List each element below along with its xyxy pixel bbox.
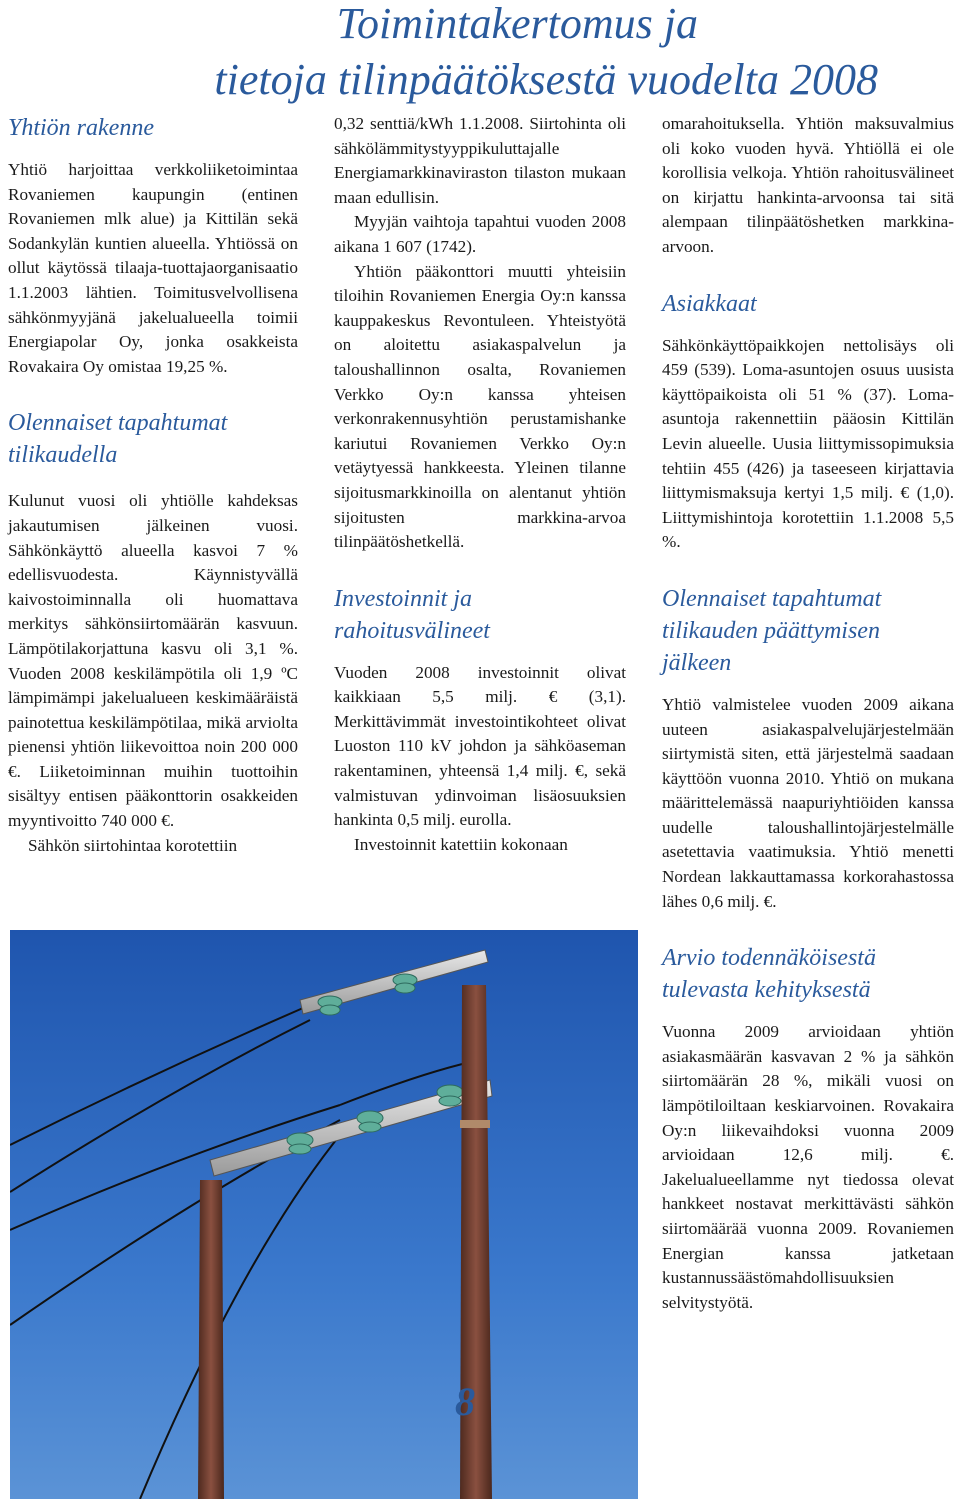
paragraph-paattymisen-jalkeen: Yhtiö valmistelee vuoden 2009 aikana uuteen asiakaspalvelujärjestelmään siirtymistä siten, että järjestelmä saadaan käyttöön vuonna 2010. Yhtiö on mukana määrittelemässä naapuriyhtiöiden kanssa uudelle taloushallintojärjestelmälle asetettavia vaatimuksia. Yhtiö menetti Nordean lakkauttamassa korkorahastossa lähes 0,6 milj. €. <box>662 694 954 911</box>
paragraph-rakenne: Yhtiö harjoittaa verkkoliiketoimintaa Rovaniemen kaupungin (entinen Rovaniemen mlk alue) ja Kittilän sekä Sodankylän kuntien alueella. Yhtiössä on ollut käytössä tilaaja-tuottajaorganisaatio 1.1.2003 lähtien. Toimitusvelvollisena sähkönmyyjänä jakelualueella toimii Energiapolar Oy, jonka osakkeista Rovakaira Oy omistaa 19,25 %. <box>8 160 298 376</box>
paragraph-siirtohinta: Sähkön siirtohintaa korotettiin <box>28 835 238 855</box>
page-number: 8 <box>455 1379 475 1424</box>
paragraph-katettiin: Investoinnit katettiin kokonaan <box>354 834 568 854</box>
heading-arvio-tulevasta: Arvio todennäköisestä tulevasta kehityksestä <box>662 945 876 1004</box>
paragraph-paakonttori: Yhtiön pääkonttori muutti yhteisiin tiloihin Rovaniemen Energia Oy:n kanssa kauppakeskus Revontuleen. Yhteistyötä on aloitettu asiakaspalvelun ja taloushallinnon osalta, Rovaniemen Verkko Oy:n kanssa yhteisen verkonrakennusyhtiön perustamishanke kariutui Rovaniemen Verkko Oy:n vetäytyessä hankkeesta. Yleinen tilanne sijoitusmarkkinoilla on alentanut yhtiön sijoitusten markkina-arvoa tilinpäätöshetkellä. <box>334 261 626 552</box>
heading-asiakkaat: Asiakkaat <box>662 290 757 317</box>
pole-band <box>460 1120 490 1128</box>
column-2 <box>334 112 626 857</box>
heading-olennaiset-tapahtumat: Olennaiset tapahtumat tilikaudella <box>8 410 228 469</box>
paragraph-omarahoitus: omarahoituksella. Yhtiön maksuvalmius oli koko vuoden hyvä. Yhtiöllä ei ole korollisia velkoja. Yhtiön rahoitusvälineet on kirjattu hankinta-arvoonsa tai sitä alempaan tilinpäätöshetken markkina-arvoon. <box>662 114 954 256</box>
paragraph-siirtohinta-cont: 0,32 senttiä/kWh 1.1.2008. Siirtohinta oli sähkölämmitystyyppikuluttajalle Energiamarkkinaviraston tilaston mukaan maan edullisin. <box>334 114 626 207</box>
paragraph-asiakkaat: Sähkönkäyttöpaikkojen nettolisäys oli 459 (539). Loma-asuntojen osuus uusista käyttöpaikoista oli 51 % (37). Loma-asuntoja rakennettiin pääosin Kittilän Levin alueelle. Uusia liittymissopimuksia tehtiin 455 (426) ja taseeseen kirjattavia liittymismaksuja kertyi 1,5 milj. € (1,0). Liittymishintoja korotettiin 1.1.2008 5,5 %. <box>662 335 954 552</box>
paragraph-olennaiset: Kulunut vuosi oli yhtiölle kahdeksas jakautumisen jälkeinen vuosi. Sähkönkäyttö alueella kasvoi 7 % edellisvuodesta. Käynnistyvällä kaivostoiminnalla oli huomattava merkitys sähkönsiirtomäärän kasvuun. Lämpötilakorjattuna kasvu oli 3,1 %. Vuoden 2008 keskilämpötila oli 1,9 ºC lämpimämpi jakelualueen keskimääräistä painotettua keskilämpötilaa, mikä arviolta pienensi yhtiön liikevoittoa noin 200 000 €. Liiketoiminnan muihin tuottoihin sisältyy entisen pääkonttorin osakkeiden myyntivoitto 740 000 €. <box>8 491 298 831</box>
paragraph-arvio: Vuonna 2009 arvioidaan yhtiön asiakasmäärän kasvavan 2 % ja sähkön siirtomäärän 28 %, mikäli vuosi on lämpötiloiltaan keskiarvoinen. Rovakaira Oy:n liikevaihdoksi vuonna 2009 arvioidaan 12,6 milj. €. Jakelualueellamme nyt tiedossa olevat hankkeet nostavat merkittävästi sähkön siirtomäärää vuonna 2009. Rovaniemen Energian kanssa jatketaan kustannussäästömahdollisuuksien selvitystyötä. <box>662 1022 954 1312</box>
column-3 <box>662 112 954 1315</box>
pole-left <box>198 1180 224 1499</box>
sky-background <box>10 930 638 1499</box>
paragraph-investoinnit: Vuoden 2008 investoinnit olivat kaikkiaan 5,5 milj. € (3,1). Merkittävimmät investointikohteet olivat Luoston 110 kV johdon ja sähköaseman rakentaminen, yhteensä 1,4 milj. €, sekä valmistuvan ydinvoiman lisäosuuksien hankinta 0,5 milj. eurolla. <box>334 662 626 830</box>
heading-tilikauden-paattymisen-jalkeen: Olennaiset tapahtumat tilikauden päättymisen jälkeen <box>662 585 882 676</box>
paragraph-myyjan-vaihdot: Myyjän vaihtoja tapahtui vuoden 2008 aikana 1 607 (1742). <box>334 212 626 256</box>
title-line-1: Toimintakertomus ja <box>336 0 698 48</box>
heading-yhtion-rakenne: Yhtiön rakenne <box>8 115 154 141</box>
heading-investoinnit: Investoinnit ja rahoitusvälineet <box>334 585 490 644</box>
column-1 <box>8 112 298 858</box>
power-line-photo <box>10 930 638 1499</box>
title-line-2: tietoja tilinpäätöksestä vuodelta 2008 <box>214 55 878 104</box>
